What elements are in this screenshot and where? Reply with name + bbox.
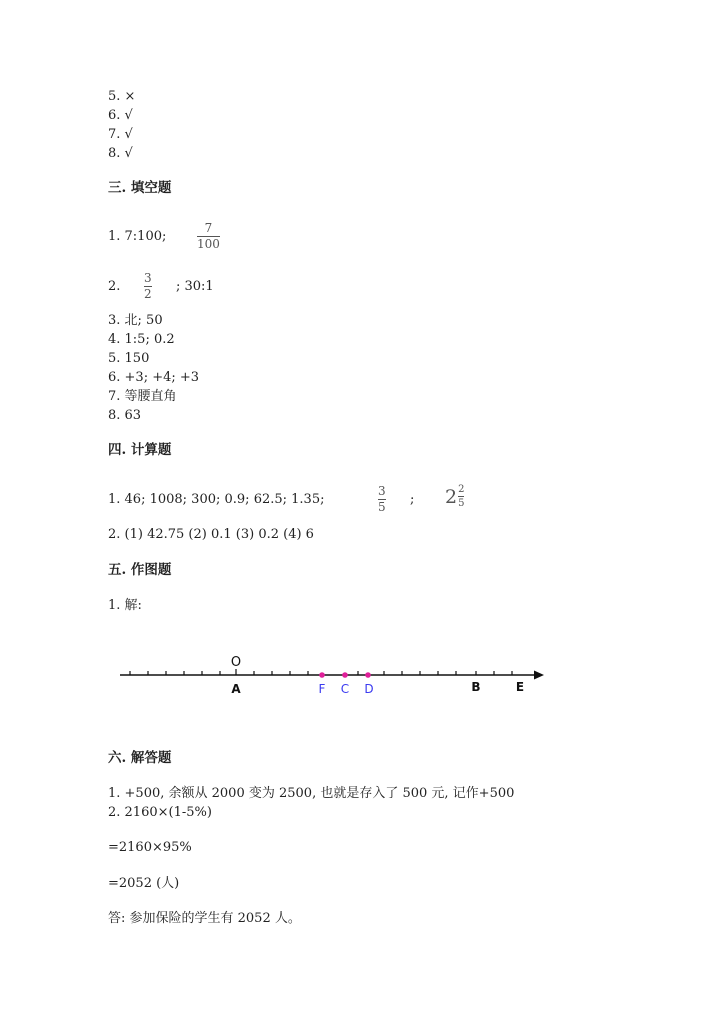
- fill-answer-5: 5. 150: [108, 351, 150, 366]
- fraction-numerator: 3: [378, 484, 386, 498]
- answer-q2-step1: =2160×95%: [108, 840, 192, 855]
- judge-answer-6: 6. √: [108, 108, 133, 123]
- label-a: A: [231, 682, 241, 696]
- label-b: B: [471, 680, 481, 694]
- label-c: C: [340, 682, 350, 696]
- section-heading-answer: 六. 解答题: [108, 750, 172, 766]
- mixed-fraction: [458, 484, 464, 509]
- fill-q1-fraction: [197, 222, 220, 251]
- label-e: E: [515, 680, 525, 694]
- calc-q1-fraction: [378, 485, 386, 514]
- label-o: O: [230, 655, 242, 670]
- fraction-numerator: 2: [458, 484, 465, 495]
- judge-answer-8: 8. √: [108, 146, 133, 161]
- fraction-numerator: 3: [144, 271, 152, 285]
- fraction-denominator: 5: [378, 500, 386, 514]
- point-f-dot: [319, 672, 325, 678]
- judge-answer-7: 7. √: [108, 127, 133, 142]
- judge-answer-5: 5. ×: [108, 89, 136, 104]
- fill-q2-suffix: ; 30:1: [176, 279, 214, 294]
- answer-q2-step2: =2052 (人): [108, 876, 180, 891]
- point-d-dot: [365, 672, 371, 678]
- calc-q1-separator: ;: [410, 492, 415, 507]
- fill-answer-4: 4. 1:5; 0.2: [108, 332, 175, 347]
- calc-q1-mixed-number: [445, 484, 464, 509]
- number-line-arrow: [534, 671, 544, 680]
- fill-answer-6: 6. +3; +4; +3: [108, 370, 200, 385]
- answer-q2-conclusion: 答: 参加保险的学生有 2052 人。: [108, 911, 301, 926]
- fill-q2-prefix: 2.: [108, 279, 121, 294]
- calc-q2-text: 2. (1) 42.75 (2) 0.1 (3) 0.2 (4) 6: [108, 527, 314, 542]
- label-f: F: [318, 682, 326, 696]
- section-heading-fill: 三. 填空题: [108, 180, 172, 196]
- number-line-figure: [0, 640, 720, 710]
- label-d: D: [364, 682, 374, 696]
- fill-answer-3: 3. 北; 50: [108, 313, 163, 328]
- fill-q2-fraction: [144, 272, 152, 301]
- section-heading-calc: 四. 计算题: [108, 442, 172, 458]
- fill-answer-8: 8. 63: [108, 408, 142, 423]
- fraction-denominator: 100: [197, 237, 220, 251]
- fraction-denominator: 5: [458, 498, 465, 509]
- fraction-denominator: 2: [144, 287, 152, 301]
- draw-q1-text: 1. 解:: [108, 598, 142, 613]
- mixed-whole: 2: [445, 485, 458, 508]
- fraction-bar: [458, 496, 464, 497]
- answer-q1-text: 1. +500, 余额从 2000 变为 2500, 也就是存入了 500 元, 记作+500: [108, 786, 515, 801]
- calc-q1-text: 1. 46; 1008; 300; 0.9; 62.5; 1.35;: [108, 492, 325, 507]
- answer-q2-text: 2. 2160×(1-5%): [108, 805, 212, 820]
- section-heading-draw: 五. 作图题: [108, 562, 172, 578]
- fill-q1-text: 1. 7:100;: [108, 229, 167, 244]
- fill-answer-7: 7. 等腰直角: [108, 389, 177, 404]
- fraction-numerator: 7: [204, 221, 213, 235]
- point-c-dot: [342, 672, 348, 678]
